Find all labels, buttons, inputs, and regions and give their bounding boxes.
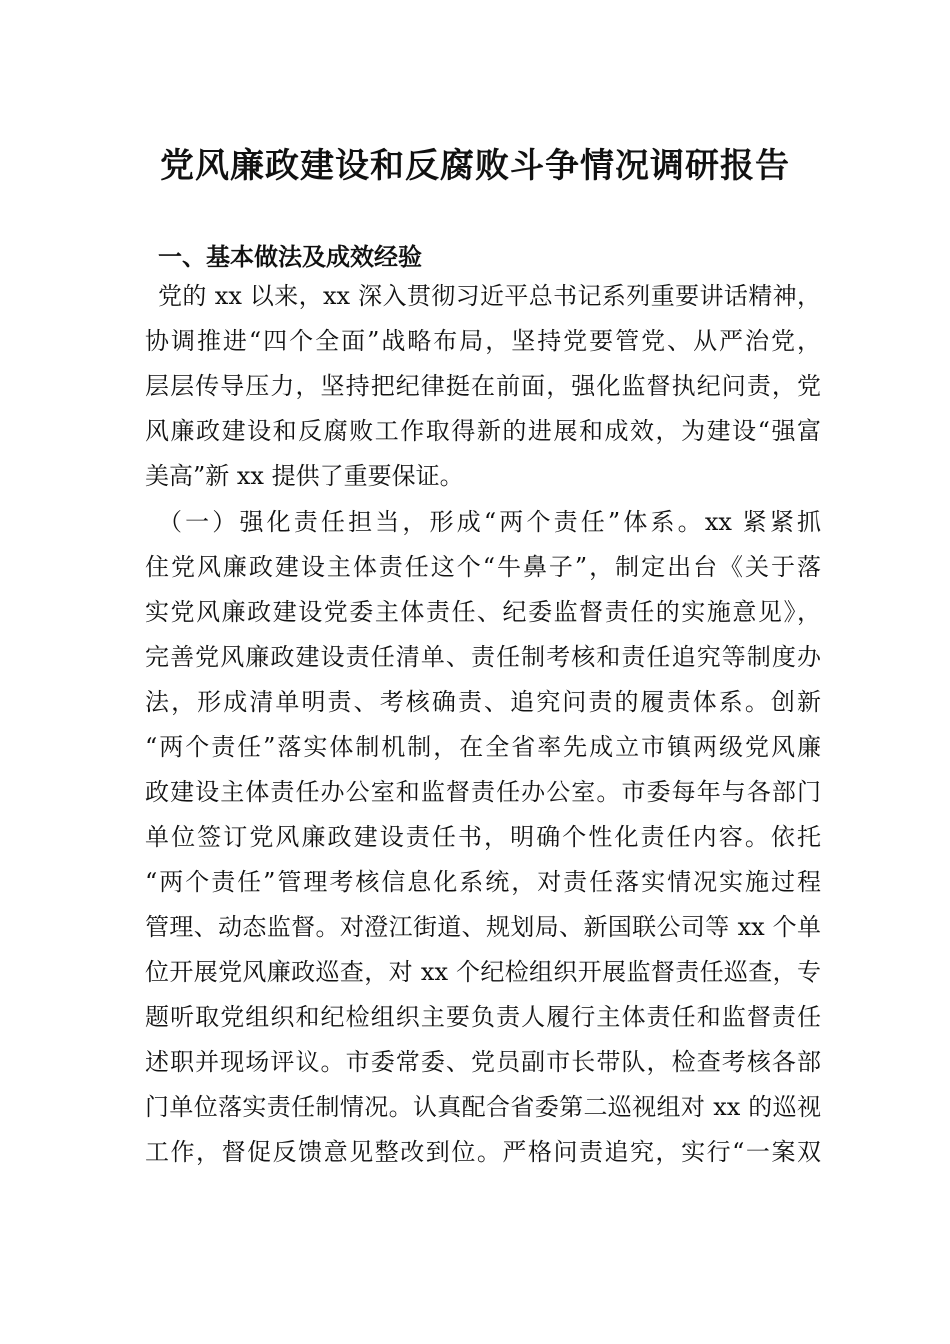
text-line: 协调推进“四个全面”战略布局，坚持党要管党、从严治党， — [145, 327, 821, 355]
text-line: 政建设主体责任办公室和监督责任办公室。市委每年与各部门 — [145, 778, 821, 806]
text-line: 工作，督促反馈意见整改到位。严格问责追究，实行“一案双 — [145, 1138, 821, 1166]
section-heading: 一、基本做法及成效经验 — [158, 243, 422, 271]
text-line: 法，形成清单明责、考核确责、追究问责的履责体系。创新 — [145, 688, 821, 716]
text-line: 美高”新 xx 提供了重要保证。 — [145, 462, 464, 490]
text-line: 层层传导压力，坚持把纪律挺在前面，强化监督执纪问责，党 — [145, 372, 821, 400]
text-line: 位开展党风廉政巡查，对 xx 个纪检组织开展监督责任巡查，专 — [145, 958, 821, 986]
text-line: 实党风廉政建设党委主体责任、纪委监督责任的实施意见》， — [145, 598, 821, 626]
text-line: （一）强化责任担当，形成“两个责任”体系。xx 紧紧抓 — [158, 508, 821, 536]
text-line: 单位签订党风廉政建设责任书，明确个性化责任内容。依托 — [145, 823, 821, 851]
text-line: 述职并现场评议。市委常委、党员副市长带队，检查考核各部 — [145, 1048, 821, 1076]
document-title: 党风廉政建设和反腐败斗争情况调研报告 — [160, 146, 790, 186]
text-line: 题听取党组织和纪检组织主要负责人履行主体责任和监督责任 — [145, 1003, 821, 1031]
text-line: 风廉政建设和反腐败工作取得新的进展和成效，为建设“强富 — [145, 417, 821, 445]
text-line: 住党风廉政建设主体责任这个“牛鼻子”，制定出台《关于落 — [145, 553, 821, 581]
text-line: 门单位落实责任制情况。认真配合省委第二巡视组对 xx 的巡视 — [145, 1093, 821, 1121]
text-line: 党的 xx 以来，xx 深入贯彻习近平总书记系列重要讲话精神， — [158, 282, 821, 310]
text-line: 管理、动态监督。对澄江街道、规划局、新国联公司等 xx 个单 — [145, 913, 821, 941]
text-line: “两个责任”落实体制机制，在全省率先成立市镇两级党风廉 — [145, 733, 821, 761]
text-line: “两个责任”管理考核信息化系统，对责任落实情况实施过程 — [145, 868, 821, 896]
text-line: 完善党风廉政建设责任清单、责任制考核和责任追究等制度办 — [145, 643, 821, 671]
